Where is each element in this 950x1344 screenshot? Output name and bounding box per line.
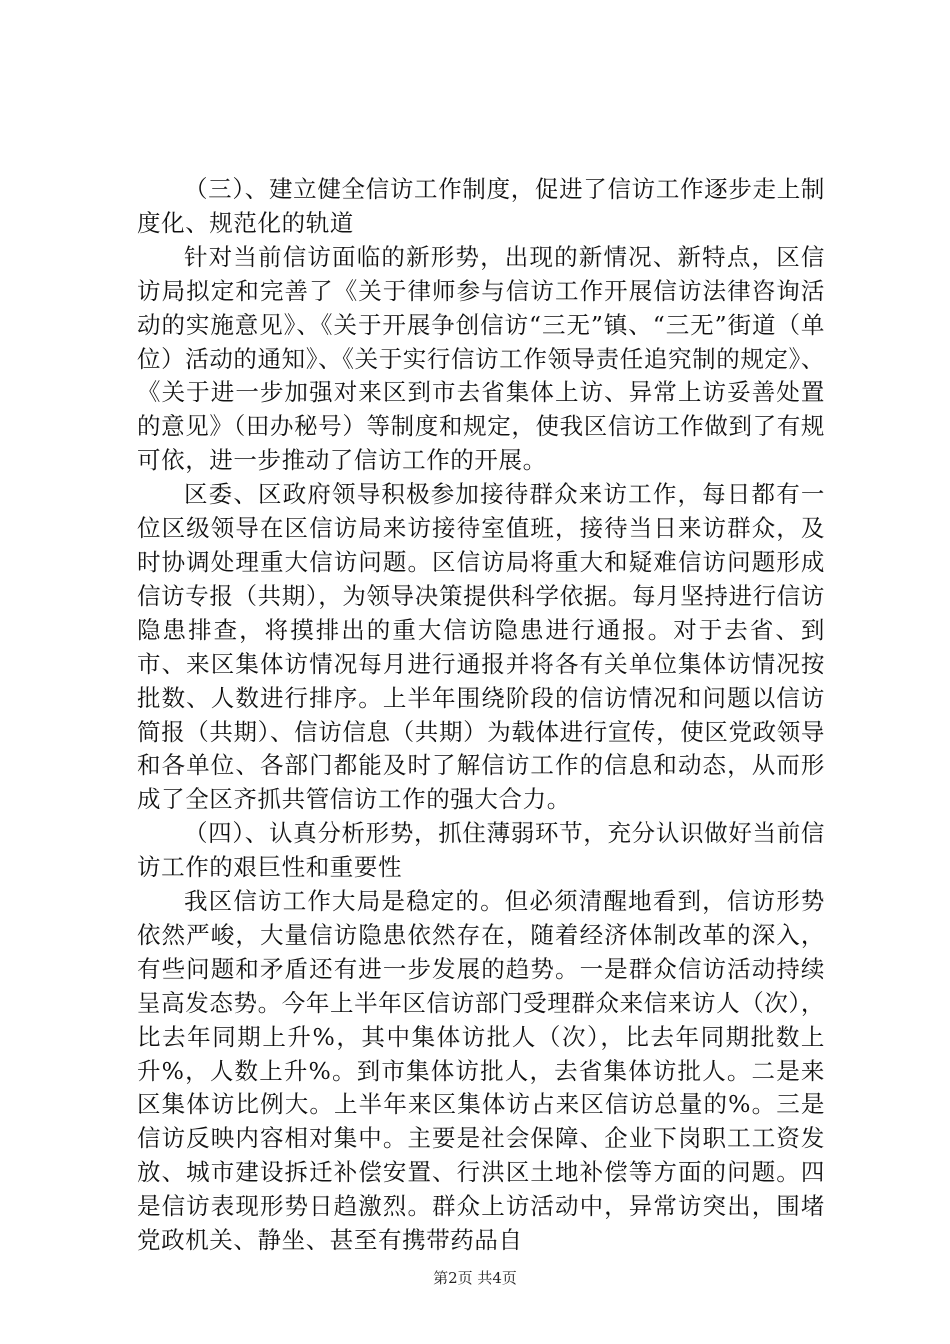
body-paragraph: 针对当前信访面临的新形势，出现的新情况、新特点，区信访局拟定和完善了《关于律师参与信访工作开展信访法律咨询活动的实施意见》、《关于开展争创信访“三无”镇、“三无”街道（单位）活动的通知》、《关于实行信访工作领导责任追究制的规定》、《关于进一步加强对来区到市去省集体上访、异常上访妥善处置的意见》（田办秘号）等制度和规定，使我区信访工作做到了有规可依，进一步推动了信访工作的开展。 (137, 242, 825, 475)
section-heading-4: （四）、认真分析形势，抓住薄弱环节，充分认识做好当前信访工作的艰巨性和重要性 (137, 819, 825, 882)
body-paragraph: 我区信访工作大局是稳定的。但必须清醒地看到，信访形势依然严峻，大量信访隐患依然存在，随着经济体制改革的深入，有些问题和矛盾还有进一步发展的趋势。一是群众信访活动持续呈高发态势。今年上半年区信访部门受理群众来信来访人（次），比去年同期上升%，其中集体访批人（次），比去年同期批数上升%，人数上升%。到市集体访批人，去省集体访批人。二是来区集体访比例大。上半年来区集体访占来区信访总量的%。三是信访反映内容相对集中。主要是社会保障、企业下岗职工工资发放、城市建设拆迁补偿安置、行洪区土地补偿等方面的问题。四是信访表现形势日趋激烈。群众上访活动中，异常访突出，围堵党政机关、静坐、甚至有携带药品自 (137, 887, 825, 1255)
section-heading-3: （三）、建立健全信访工作制度，促进了信访工作逐步走上制度化、规范化的轨道 (137, 175, 825, 237)
body-paragraph: 区委、区政府领导积极参加接待群众来访工作，每日都有一位区级领导在区信访局来访接待室值班，接待当日来访群众，及时协调处理重大信访问题。区信访局将重大和疑难信访问题形成信访专报（共期），为领导决策提供科学依据。每月坚持进行信访隐患排查，将摸排出的重大信访隐患进行通报。对于去省、到市、来区集体访情况每月进行通报并将各有关单位集体访情况按批数、人数进行排序。上半年围绕阶段的信访情况和问题以信访简报（共期）、信访信息（共期）为载体进行宣传，使区党政领导和各单位、各部门都能及时了解信访工作的信息和动态，从而形成了全区齐抓共管信访工作的强大合力。 (137, 480, 825, 814)
document-body (137, 173, 825, 1258)
page-footer: 第2页 共4页 (433, 1269, 517, 1287)
